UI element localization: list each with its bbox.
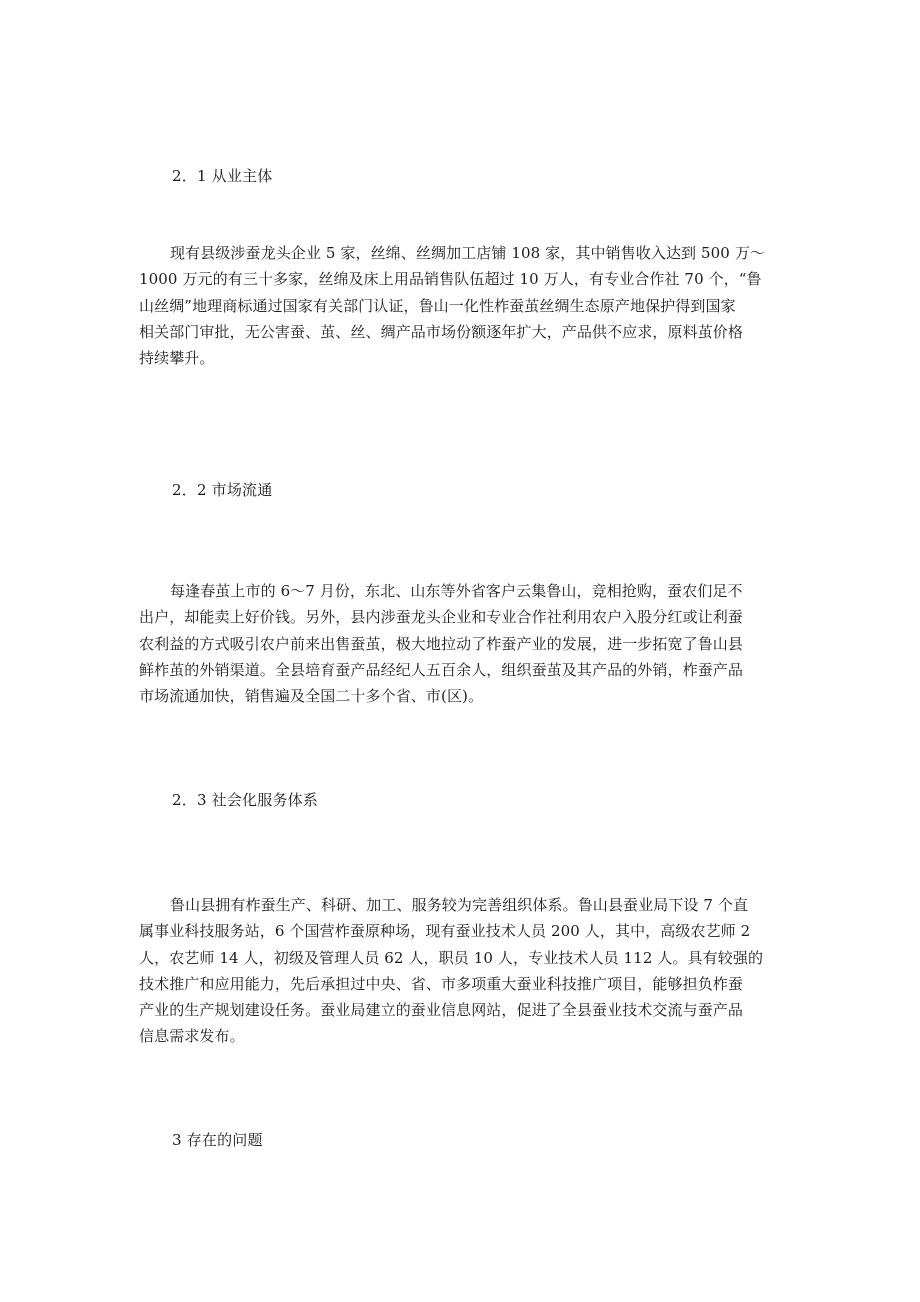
section-heading-2-2: 2．2 市场流通: [172, 481, 273, 499]
paragraph-line: 技术推广和应用能力，先后承担过中央、省、市多项重大蚕业科技推广项目，能够担负柞蚕: [139, 974, 744, 993]
section-heading-2-3: 2．3 社会化服务体系: [172, 791, 319, 809]
paragraph-line: 持续攀升。: [139, 349, 215, 368]
paragraph-line: 出户，却能卖上好价钱。另外，县内涉蚕龙头企业和专业合作社利用农户入股分红或让利蚕: [139, 608, 744, 627]
paragraph-line: 1000 万元的有三十多家，丝绵及床上用品销售队伍超过 10 万人，有专业合作社 70 个，“鲁: [139, 270, 762, 289]
paragraph-line: 相关部门审批，无公害蚕、茧、丝、绸产品市场份额逐年扩大，产品供不应求，原料茧价格: [139, 322, 744, 341]
paragraph-line: 属事业科技服务站，6 个国营柞蚕原种场，现有蚕业技术人员 200 人，其中，高级农艺师 2: [139, 922, 751, 941]
paragraph-line: 鲜柞茧的外销渠道。全县培育蚕产品经纪人五百余人，组织蚕茧及其产品的外销，柞蚕产品: [139, 660, 744, 679]
paragraph-line: 山丝绸”地理商标通过国家有关部门认证，鲁山一化性柞蚕茧丝绸生态原产地保护得到国家: [139, 296, 736, 315]
paragraph-line: 现有县级涉蚕龙头企业 5 家，丝绵、丝绸加工店铺 108 家，其中销售收入达到 500 万～: [170, 244, 766, 262]
section-paragraph-2-1: [139, 240, 783, 371]
paragraph-line: 农利益的方式吸引农户前来出售蚕茧，极大地拉动了柞蚕产业的发展，进一步拓宽了鲁山县: [139, 634, 744, 653]
section-paragraph-2-3: [139, 892, 783, 1050]
paragraph-line: 鲁山县拥有柞蚕生产、科研、加工、服务较为完善组织体系。鲁山县蚕业局下设 7 个直: [170, 896, 749, 914]
paragraph-line: 市场流通加快，销售遍及全国二十多个省、市(区)。: [139, 687, 484, 706]
section-heading-2-1: 2．1 从业主体: [172, 167, 273, 185]
section-paragraph-2-2: [139, 578, 783, 709]
paragraph-line: 人，农艺师 14 人，初级及管理人员 62 人，职员 10 人，专业技术人员 112 人。具有较强的: [139, 948, 764, 967]
paragraph-line: 产业的生产规划建设任务。蚕业局建立的蚕业信息网站，促进了全县蚕业技术交流与蚕产品: [139, 1001, 744, 1020]
section-heading-3: 3 存在的问题: [172, 1131, 263, 1149]
paragraph-line: 每逢春茧上市的 6～7 月份，东北、山东等外省客户云集鲁山，竞相抢购，蚕农们足不: [170, 582, 743, 600]
paragraph-line: 信息需求发布。: [139, 1027, 245, 1046]
